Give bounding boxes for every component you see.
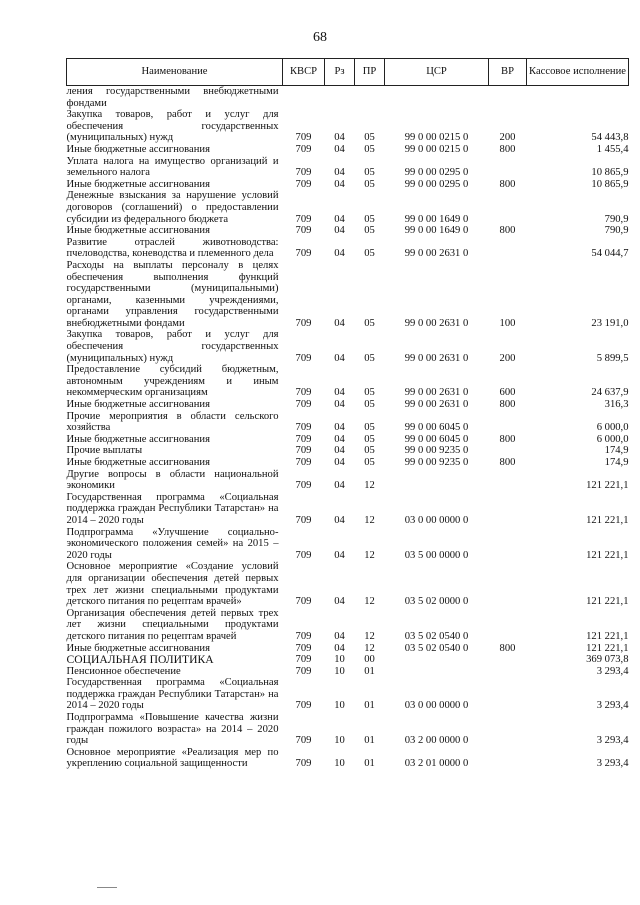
cell-kvsr: 709 (295, 178, 312, 190)
cell-pr: 01 (364, 758, 375, 770)
cell-rz: 04 (334, 225, 345, 237)
cell-csr: 99 0 00 0295 0 (404, 167, 469, 179)
cell-csr: 03 5 02 0000 0 (404, 596, 469, 608)
cell-pr: 05 (364, 399, 375, 411)
cell-amount: 121 221,1 (586, 642, 629, 654)
cell-pr: 12 (364, 549, 375, 561)
cell-name: Денежные взыскания за нарушение условий договоров (соглашений) о предоставлении субсидии из федерального бюджета (66, 190, 279, 225)
cell-rz: 04 (334, 317, 345, 329)
cell-rz: 04 (334, 457, 345, 468)
cell-kvsr: 709 (295, 457, 312, 468)
cell-name: Закупка товаров, работ и услуг для обеспечения государственных (муниципальных) нужд (66, 109, 279, 144)
cell-pr: 05 (364, 167, 375, 179)
cell-csr: 99 0 00 2631 0 (404, 399, 469, 411)
table-header-row (67, 59, 629, 86)
cell-pr: 05 (364, 132, 375, 144)
table-row (67, 492, 629, 527)
cell-amount: 10 865,9 (591, 178, 629, 190)
cell-csr: 99 0 00 1649 0 (404, 213, 469, 225)
cell-csr: 03 0 00 0000 0 (404, 700, 469, 712)
cell-vr: 800 (499, 178, 516, 190)
table-row (67, 86, 629, 110)
col-header-amount: Кассовое исполнение (527, 59, 629, 86)
cell-rz: 04 (334, 422, 345, 434)
cell-amount: 790,9 (604, 225, 629, 237)
cell-amount: 121 221,1 (586, 549, 629, 561)
cell-rz: 04 (334, 387, 345, 399)
table-row (67, 190, 629, 225)
cell-amount: 121 221,1 (586, 514, 629, 526)
cell-name: Государственная программа «Социальная поддержка граждан Республики Татарстан» на 2014 – 2020 годы (66, 491, 279, 526)
table-row (67, 666, 629, 678)
cell-name: Другие вопросы в области национальной экономики (66, 468, 279, 492)
cell-kvsr: 709 (295, 735, 312, 747)
cell-pr: 05 (364, 433, 375, 445)
cell-vr (489, 156, 527, 179)
cell-csr: 03 5 02 0540 0 (404, 642, 469, 654)
cell-csr (385, 469, 489, 492)
cell-vr (489, 411, 527, 434)
cell-pr: 01 (364, 735, 375, 747)
cell-amount: 24 637,9 (591, 387, 629, 399)
cell-csr (385, 654, 489, 666)
cell-kvsr: 709 (295, 143, 312, 155)
col-header-kvsr: КВСР (283, 59, 325, 86)
cell-rz: 04 (334, 132, 345, 144)
cell-csr (385, 86, 489, 110)
cell-name: Основное мероприятие «Создание условий для организации обеспечения детей первых трех лет жизни специальными продуктами детского питания по рецептам врачей» (66, 561, 279, 608)
cell-name: Пенсионное обеспечение (66, 665, 181, 677)
cell-name: СОЦИАЛЬНАЯ ПОЛИТИКА (66, 653, 214, 667)
cell-name: Иные бюджетные ассигнования (66, 399, 210, 411)
cell-csr: 99 0 00 9235 0 (404, 457, 469, 468)
cell-kvsr: 709 (295, 514, 312, 526)
table-row (67, 225, 629, 237)
cell-rz: 10 (334, 665, 345, 677)
cell-pr: 05 (364, 213, 375, 225)
cell-rz: 10 (334, 654, 345, 666)
table-body (67, 86, 629, 771)
table-row (67, 434, 629, 446)
table-row (67, 260, 629, 330)
cell-rz: 04 (334, 399, 345, 411)
cell-csr: 03 0 00 0000 0 (404, 514, 469, 526)
col-header-vr: ВР (489, 59, 527, 86)
cell-vr (489, 527, 527, 562)
table-row (67, 237, 629, 260)
cell-vr: 600 (499, 387, 516, 399)
cell-amount: 121 221,1 (586, 630, 629, 642)
table-row (67, 445, 629, 457)
cell-kvsr: 709 (295, 549, 312, 561)
table-row (67, 712, 629, 747)
cell-rz: 04 (334, 514, 345, 526)
cell-name: Государственная программа «Социальная поддержка граждан Республики Татарстан» на 2014 – 2020 годы (66, 677, 279, 712)
cell-amount: 3 293,4 (596, 665, 629, 677)
col-header-rz: Рз (325, 59, 355, 86)
cell-vr (489, 469, 527, 492)
cell-pr: 00 (364, 654, 375, 666)
cell-kvsr: 709 (295, 399, 312, 411)
cell-kvsr: 709 (295, 352, 312, 364)
cell-pr: 12 (364, 642, 375, 654)
cell-name: Иные бюджетные ассигнования (66, 457, 210, 468)
cell-vr (489, 712, 527, 747)
cell-amount: 121 221,1 (586, 480, 629, 492)
cell-pr: 05 (364, 317, 375, 329)
cell-amount: 174,9 (604, 457, 629, 468)
cell-csr: 99 0 00 0215 0 (404, 143, 469, 155)
cell-kvsr: 709 (295, 642, 312, 654)
cell-rz: 10 (334, 700, 345, 712)
cell-rz: 10 (334, 735, 345, 747)
table-row (67, 677, 629, 712)
cell-name: Закупка товаров, работ и услуг для обеспечения государственных (муниципальных) нужд (66, 329, 279, 364)
cell-vr (489, 237, 527, 260)
table-row (67, 654, 629, 666)
cell-amount: 316,3 (604, 399, 629, 411)
cell-csr: 99 0 00 6045 0 (404, 422, 469, 434)
cell-kvsr: 709 (295, 445, 312, 457)
cell-kvsr: 709 (295, 213, 312, 225)
cell-rz: 04 (334, 630, 345, 642)
cell-vr (489, 492, 527, 527)
cell-kvsr: 709 (295, 317, 312, 329)
cell-csr: 99 0 00 2631 0 (404, 352, 469, 364)
cell-csr: 99 0 00 2631 0 (404, 248, 469, 260)
cell-kvsr: 709 (295, 433, 312, 445)
cell-kvsr: 709 (295, 225, 312, 237)
cell-vr: 800 (499, 143, 516, 155)
cell-rz: 04 (334, 213, 345, 225)
cell-amount: 5 899,5 (596, 352, 629, 364)
cell-vr: 800 (499, 433, 516, 445)
cell-rz: 04 (334, 433, 345, 445)
budget-table (66, 58, 629, 770)
cell-pr: 05 (364, 457, 375, 468)
cell-rz: 04 (334, 178, 345, 190)
cell-kvsr: 709 (295, 630, 312, 642)
cell-pr: 05 (364, 225, 375, 237)
col-header-name: Наименование (67, 59, 283, 86)
cell-name: Организация обеспечения детей первых трех лет жизни специальными продуктами детского питания по рецептам врачей (66, 607, 279, 642)
cell-amount: 3 293,4 (596, 758, 629, 770)
cell-rz: 04 (334, 596, 345, 608)
cell-kvsr: 709 (295, 248, 312, 260)
cell-kvsr: 709 (295, 596, 312, 608)
table-row (67, 364, 629, 399)
cell-name: Подпрограмма «Улучшение социально-экономического положения семей» на 2015 – 2020 годы (66, 526, 279, 561)
cell-amount: 54 443,8 (591, 132, 629, 144)
cell-csr: 99 0 00 0215 0 (404, 132, 469, 144)
cell-csr: 99 0 00 6045 0 (404, 433, 469, 445)
cell-rz: 04 (334, 167, 345, 179)
cell-pr: 05 (364, 352, 375, 364)
cell-amount: 6 000,0 (596, 433, 629, 445)
cell-pr: 05 (364, 422, 375, 434)
table-row (67, 156, 629, 179)
cell-vr: 200 (499, 352, 516, 364)
cell-vr: 800 (499, 642, 516, 654)
cell-pr: 05 (364, 445, 375, 457)
cell-name: Уплата налога на имущество организаций и земельного налога (66, 155, 279, 179)
cell-csr: 99 0 00 9235 0 (404, 445, 469, 457)
cell-name: Предоставление субсидий бюджетным, автономным учреждениям и иным некоммерческим организациям (66, 364, 279, 399)
cell-csr: 03 5 02 0540 0 (404, 630, 469, 642)
table-row (67, 411, 629, 434)
cell-vr (489, 654, 527, 666)
cell-vr (489, 608, 527, 643)
table-row (67, 561, 629, 607)
table-row (67, 527, 629, 562)
cell-pr: 05 (364, 248, 375, 260)
cell-kvsr: 709 (295, 665, 312, 677)
cell-csr: 03 5 00 0000 0 (404, 549, 469, 561)
cell-kvsr: 709 (295, 132, 312, 144)
cell-amount: 790,9 (604, 213, 629, 225)
cell-vr (489, 86, 527, 110)
table-row (67, 469, 629, 492)
cell-vr (489, 677, 527, 712)
cell-amount: 10 865,9 (591, 167, 629, 179)
cell-rz: 04 (334, 352, 345, 364)
col-header-csr: ЦСР (385, 59, 489, 86)
scan-mark (97, 887, 117, 888)
table-row (67, 608, 629, 643)
cell-amount: 1 455,4 (596, 143, 629, 155)
cell-vr: 800 (499, 225, 516, 237)
cell-vr (489, 561, 527, 607)
cell-rz (325, 86, 355, 110)
table-row (67, 329, 629, 364)
cell-name: Иные бюджетные ассигнования (66, 225, 210, 237)
cell-amount: 121 221,1 (586, 596, 629, 608)
cell-name: Иные бюджетные ассигнования (66, 642, 210, 654)
cell-name: Расходы на выплаты персоналу в целях обеспечения выполнения функций государственными (муниципальными) органами, казенными учреждениями, органами управления государственными внебюджетными фондами (66, 259, 279, 329)
cell-pr: 05 (364, 178, 375, 190)
table-row (67, 109, 629, 144)
cell-vr (489, 666, 527, 678)
cell-pr: 01 (364, 700, 375, 712)
cell-vr: 800 (499, 399, 516, 411)
cell-name: Иные бюджетные ассигнования (66, 143, 210, 155)
cell-rz: 04 (334, 445, 345, 457)
cell-rz: 10 (334, 758, 345, 770)
cell-csr: 03 2 01 0000 0 (404, 758, 469, 770)
cell-name: ления государственными внебюджетными фондами (66, 86, 279, 109)
cell-csr: 99 0 00 2631 0 (404, 317, 469, 329)
cell-amount: 54 044,7 (591, 248, 629, 260)
cell-kvsr: 709 (295, 387, 312, 399)
table-row (67, 457, 629, 469)
cell-csr (385, 666, 489, 678)
cell-vr: 200 (499, 132, 516, 144)
cell-pr: 12 (364, 480, 375, 492)
cell-csr: 99 0 00 2631 0 (404, 387, 469, 399)
cell-pr: 05 (364, 387, 375, 399)
cell-name: Развитие отраслей животноводства: пчеловодства, коневодства и племенного дела (66, 236, 279, 260)
cell-amount: 3 293,4 (596, 700, 629, 712)
cell-csr: 99 0 00 1649 0 (404, 225, 469, 237)
cell-rz: 04 (334, 642, 345, 654)
cell-kvsr: 709 (295, 758, 312, 770)
table-row (67, 179, 629, 191)
cell-vr: 100 (499, 317, 516, 329)
cell-rz: 04 (334, 143, 345, 155)
cell-pr: 12 (364, 514, 375, 526)
cell-pr: 12 (364, 630, 375, 642)
cell-kvsr: 709 (295, 167, 312, 179)
cell-pr: 12 (364, 596, 375, 608)
cell-pr: 05 (364, 143, 375, 155)
cell-kvsr (283, 86, 325, 110)
cell-name: Иные бюджетные ассигнования (66, 178, 210, 190)
cell-amount: 3 293,4 (596, 735, 629, 747)
cell-vr (489, 747, 527, 770)
cell-csr: 99 0 00 0295 0 (404, 178, 469, 190)
cell-amount: 6 000,0 (596, 422, 629, 434)
cell-pr (355, 86, 385, 110)
col-header-pr: ПР (355, 59, 385, 86)
cell-kvsr: 709 (295, 700, 312, 712)
cell-name: Основное мероприятие «Реализация мер по укреплению социальной защищенности (66, 746, 279, 770)
cell-vr (489, 190, 527, 225)
page-number: 68 (313, 30, 327, 45)
cell-kvsr: 709 (295, 654, 312, 666)
table-row (67, 399, 629, 411)
cell-name: Прочие выплаты (66, 445, 143, 457)
cell-rz: 04 (334, 549, 345, 561)
table-row (67, 144, 629, 156)
cell-vr: 800 (499, 457, 516, 468)
cell-kvsr: 709 (295, 422, 312, 434)
cell-pr: 01 (364, 665, 375, 677)
cell-amount: 174,9 (604, 445, 629, 457)
cell-name: Прочие мероприятия в области сельского хозяйства (66, 410, 279, 434)
cell-kvsr: 709 (295, 480, 312, 492)
cell-csr: 03 2 00 0000 0 (404, 735, 469, 747)
cell-rz: 04 (334, 248, 345, 260)
cell-amount: 23 191,0 (591, 317, 629, 329)
cell-amount (527, 86, 629, 110)
cell-name: Подпрограмма «Повышение качества жизни граждан пожилого возраста» на 2014 – 2020 годы (66, 712, 279, 747)
cell-amount: 369 073,8 (586, 654, 629, 666)
table-row (67, 747, 629, 770)
cell-vr (489, 445, 527, 457)
cell-rz: 04 (334, 480, 345, 492)
cell-name: Иные бюджетные ассигнования (66, 433, 210, 445)
